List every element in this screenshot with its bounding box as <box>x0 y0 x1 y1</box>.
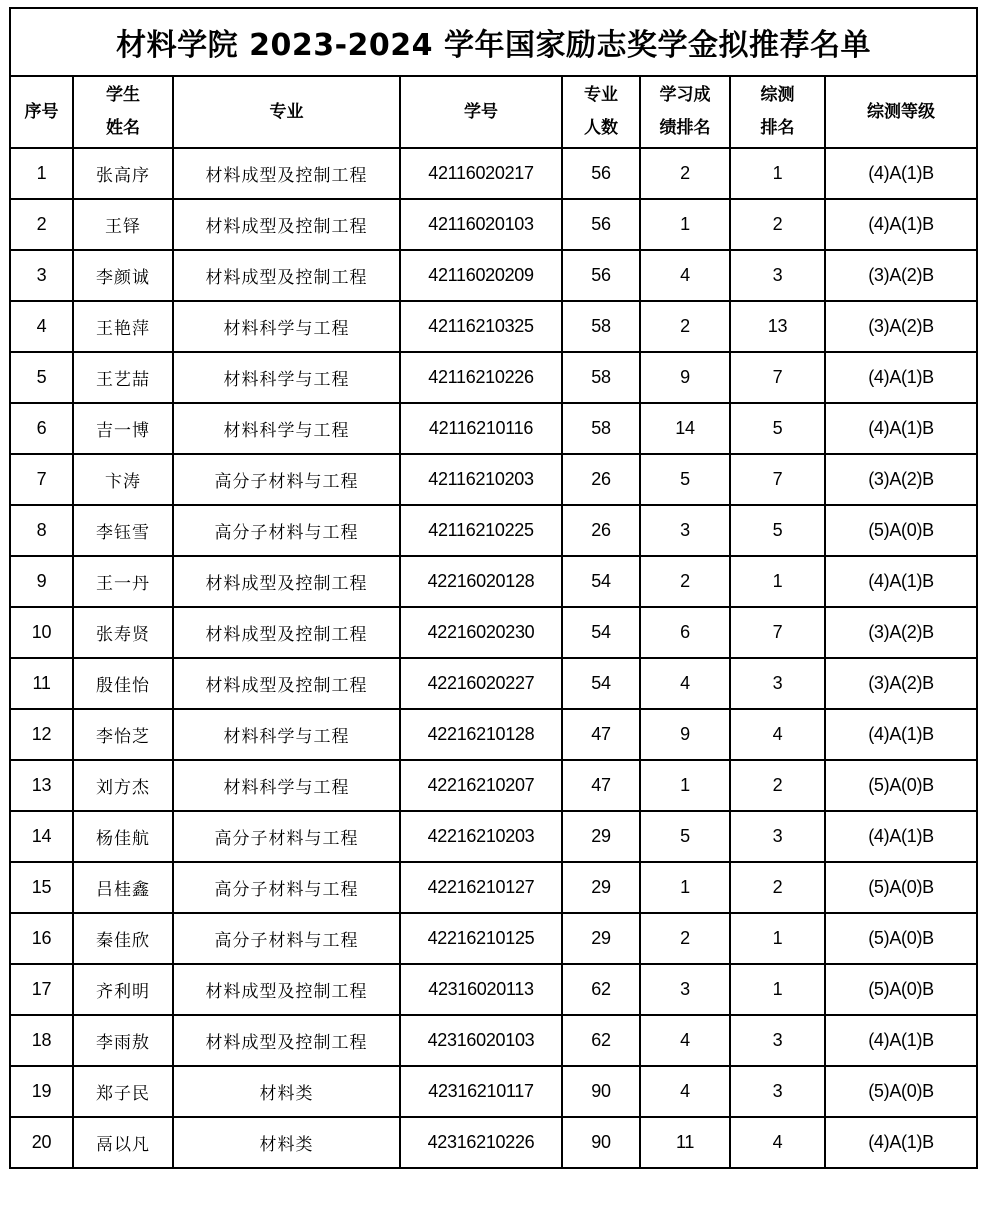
cell-study-rank: 4 <box>640 1066 730 1117</box>
cell-count: 29 <box>562 811 640 862</box>
cell-study-rank: 9 <box>640 352 730 403</box>
cell-student-id: 42216210125 <box>400 913 562 964</box>
cell-count: 54 <box>562 556 640 607</box>
cell-name: 卞涛 <box>73 454 173 505</box>
cell-comp-rank: 1 <box>730 148 825 199</box>
cell-study-rank: 1 <box>640 862 730 913</box>
table-row <box>10 1117 977 1168</box>
recommendation-table <box>9 7 978 1169</box>
cell-comp-rank: 2 <box>730 199 825 250</box>
cell-count: 26 <box>562 454 640 505</box>
col-name-header <box>73 76 173 148</box>
cell-student-id: 42316020113 <box>400 964 562 1015</box>
cell-student-id: 42216020230 <box>400 607 562 658</box>
cell-index: 6 <box>10 403 73 454</box>
cell-name: 鬲以凡 <box>73 1117 173 1168</box>
cell-name: 吕桂鑫 <box>73 862 173 913</box>
cell-name: 王艺喆 <box>73 352 173 403</box>
cell-count: 56 <box>562 148 640 199</box>
table-row <box>10 250 977 301</box>
cell-study-rank: 1 <box>640 760 730 811</box>
cell-grade: (5)A(0)B <box>825 964 977 1015</box>
cell-grade: (4)A(1)B <box>825 148 977 199</box>
cell-major: 材料成型及控制工程 <box>173 250 400 301</box>
cell-count: 58 <box>562 352 640 403</box>
cell-count: 26 <box>562 505 640 556</box>
cell-name: 张高序 <box>73 148 173 199</box>
col-comp-rank-header-line1: 综测 <box>760 85 795 105</box>
table-row <box>10 556 977 607</box>
cell-index: 4 <box>10 301 73 352</box>
cell-name: 秦佳欣 <box>73 913 173 964</box>
cell-student-id: 42216210203 <box>400 811 562 862</box>
cell-student-id: 42216210127 <box>400 862 562 913</box>
cell-name: 李雨敖 <box>73 1015 173 1066</box>
cell-index: 17 <box>10 964 73 1015</box>
cell-count: 54 <box>562 658 640 709</box>
table-row <box>10 709 977 760</box>
col-comp-rank-header <box>730 76 825 148</box>
cell-major: 材料成型及控制工程 <box>173 607 400 658</box>
table-row <box>10 352 977 403</box>
cell-major: 高分子材料与工程 <box>173 811 400 862</box>
cell-student-id: 42116210203 <box>400 454 562 505</box>
cell-count: 47 <box>562 760 640 811</box>
cell-student-id: 42116020217 <box>400 148 562 199</box>
cell-index: 10 <box>10 607 73 658</box>
cell-count: 90 <box>562 1117 640 1168</box>
cell-study-rank: 2 <box>640 301 730 352</box>
col-student-id-header: 学号 <box>400 76 562 148</box>
cell-index: 3 <box>10 250 73 301</box>
col-major-header: 专业 <box>173 76 400 148</box>
cell-count: 62 <box>562 1015 640 1066</box>
cell-student-id: 42116210325 <box>400 301 562 352</box>
table-row <box>10 1015 977 1066</box>
table-row <box>10 913 977 964</box>
cell-study-rank: 5 <box>640 454 730 505</box>
cell-grade: (4)A(1)B <box>825 556 977 607</box>
cell-index: 5 <box>10 352 73 403</box>
cell-major: 材料类 <box>173 1066 400 1117</box>
cell-comp-rank: 1 <box>730 556 825 607</box>
cell-index: 11 <box>10 658 73 709</box>
cell-index: 19 <box>10 1066 73 1117</box>
scholarship-sheet <box>9 7 976 1169</box>
cell-study-rank: 3 <box>640 964 730 1015</box>
cell-count: 58 <box>562 301 640 352</box>
cell-student-id: 42116210225 <box>400 505 562 556</box>
col-comp-rank-header-line2: 排名 <box>760 118 795 138</box>
cell-grade: (3)A(2)B <box>825 607 977 658</box>
cell-index: 7 <box>10 454 73 505</box>
cell-grade: (4)A(1)B <box>825 1117 977 1168</box>
cell-index: 13 <box>10 760 73 811</box>
cell-name: 李钰雪 <box>73 505 173 556</box>
cell-index: 18 <box>10 1015 73 1066</box>
cell-study-rank: 2 <box>640 148 730 199</box>
table-row <box>10 964 977 1015</box>
cell-major: 材料科学与工程 <box>173 403 400 454</box>
cell-grade: (3)A(2)B <box>825 658 977 709</box>
table-row <box>10 454 977 505</box>
page-title: 材料学院 2023-2024 学年国家励志奖学金拟推荐名单 <box>10 8 977 76</box>
cell-count: 56 <box>562 199 640 250</box>
table-row <box>10 148 977 199</box>
cell-comp-rank: 5 <box>730 505 825 556</box>
cell-grade: (4)A(1)B <box>825 811 977 862</box>
cell-grade: (4)A(1)B <box>825 403 977 454</box>
cell-count: 47 <box>562 709 640 760</box>
cell-grade: (5)A(0)B <box>825 1066 977 1117</box>
cell-comp-rank: 3 <box>730 811 825 862</box>
col-study-rank-header-line2: 绩排名 <box>659 118 711 138</box>
cell-major: 高分子材料与工程 <box>173 454 400 505</box>
cell-name: 张寿贤 <box>73 607 173 658</box>
col-study-rank-header-line1: 学习成 <box>659 85 711 105</box>
cell-comp-rank: 13 <box>730 301 825 352</box>
cell-student-id: 42116020209 <box>400 250 562 301</box>
cell-major: 材料成型及控制工程 <box>173 964 400 1015</box>
cell-study-rank: 9 <box>640 709 730 760</box>
cell-grade: (3)A(2)B <box>825 454 977 505</box>
cell-study-rank: 6 <box>640 607 730 658</box>
cell-index: 20 <box>10 1117 73 1168</box>
cell-grade: (5)A(0)B <box>825 505 977 556</box>
cell-index: 14 <box>10 811 73 862</box>
table-row <box>10 301 977 352</box>
cell-index: 8 <box>10 505 73 556</box>
cell-major: 高分子材料与工程 <box>173 913 400 964</box>
cell-count: 29 <box>562 862 640 913</box>
cell-name: 李怡芝 <box>73 709 173 760</box>
cell-student-id: 42216210128 <box>400 709 562 760</box>
cell-index: 15 <box>10 862 73 913</box>
col-count-header-line2: 人数 <box>584 118 618 138</box>
cell-major: 材料成型及控制工程 <box>173 658 400 709</box>
col-name-header-line1: 学生 <box>106 85 140 105</box>
cell-count: 90 <box>562 1066 640 1117</box>
cell-grade: (3)A(2)B <box>825 301 977 352</box>
cell-name: 王铎 <box>73 199 173 250</box>
cell-major: 材料科学与工程 <box>173 709 400 760</box>
cell-grade: (5)A(0)B <box>825 760 977 811</box>
cell-count: 29 <box>562 913 640 964</box>
cell-student-id: 42216020128 <box>400 556 562 607</box>
cell-study-rank: 5 <box>640 811 730 862</box>
cell-study-rank: 1 <box>640 199 730 250</box>
table-row <box>10 403 977 454</box>
cell-student-id: 42116210116 <box>400 403 562 454</box>
cell-comp-rank: 2 <box>730 862 825 913</box>
cell-comp-rank: 7 <box>730 352 825 403</box>
cell-student-id: 42316020103 <box>400 1015 562 1066</box>
cell-major: 材料成型及控制工程 <box>173 1015 400 1066</box>
cell-study-rank: 14 <box>640 403 730 454</box>
cell-comp-rank: 4 <box>730 1117 825 1168</box>
cell-student-id: 42216020227 <box>400 658 562 709</box>
cell-major: 材料类 <box>173 1117 400 1168</box>
cell-comp-rank: 3 <box>730 250 825 301</box>
table-row <box>10 199 977 250</box>
cell-major: 高分子材料与工程 <box>173 862 400 913</box>
col-study-rank-header <box>640 76 730 148</box>
col-grade-header: 综测等级 <box>825 76 977 148</box>
cell-grade: (4)A(1)B <box>825 199 977 250</box>
table-row <box>10 505 977 556</box>
table-row <box>10 1066 977 1117</box>
cell-study-rank: 4 <box>640 658 730 709</box>
cell-student-id: 42116020103 <box>400 199 562 250</box>
cell-major: 材料科学与工程 <box>173 352 400 403</box>
cell-name: 杨佳航 <box>73 811 173 862</box>
table-row <box>10 862 977 913</box>
cell-major: 材料科学与工程 <box>173 301 400 352</box>
cell-study-rank: 2 <box>640 556 730 607</box>
table-body <box>10 148 977 1168</box>
cell-index: 2 <box>10 199 73 250</box>
cell-study-rank: 2 <box>640 913 730 964</box>
cell-name: 王艳萍 <box>73 301 173 352</box>
header-row <box>10 76 977 148</box>
cell-name: 李颜诚 <box>73 250 173 301</box>
cell-grade: (3)A(2)B <box>825 250 977 301</box>
cell-comp-rank: 1 <box>730 913 825 964</box>
cell-comp-rank: 2 <box>730 760 825 811</box>
cell-comp-rank: 5 <box>730 403 825 454</box>
cell-count: 58 <box>562 403 640 454</box>
cell-major: 材料成型及控制工程 <box>173 148 400 199</box>
cell-grade: (4)A(1)B <box>825 1015 977 1066</box>
cell-comp-rank: 3 <box>730 1066 825 1117</box>
cell-index: 16 <box>10 913 73 964</box>
cell-comp-rank: 3 <box>730 658 825 709</box>
cell-major: 材料成型及控制工程 <box>173 199 400 250</box>
cell-comp-rank: 3 <box>730 1015 825 1066</box>
table-row <box>10 760 977 811</box>
cell-index: 9 <box>10 556 73 607</box>
table-row <box>10 811 977 862</box>
cell-major: 材料成型及控制工程 <box>173 556 400 607</box>
cell-study-rank: 11 <box>640 1117 730 1168</box>
cell-study-rank: 3 <box>640 505 730 556</box>
cell-count: 56 <box>562 250 640 301</box>
col-index-header: 序号 <box>10 76 73 148</box>
cell-comp-rank: 1 <box>730 964 825 1015</box>
cell-name: 吉一博 <box>73 403 173 454</box>
cell-grade: (4)A(1)B <box>825 352 977 403</box>
cell-name: 齐利明 <box>73 964 173 1015</box>
cell-major: 高分子材料与工程 <box>173 505 400 556</box>
cell-grade: (5)A(0)B <box>825 913 977 964</box>
cell-study-rank: 4 <box>640 1015 730 1066</box>
col-count-header <box>562 76 640 148</box>
cell-major: 材料科学与工程 <box>173 760 400 811</box>
col-name-header-line2: 姓名 <box>106 118 140 138</box>
table-row <box>10 658 977 709</box>
cell-student-id: 42116210226 <box>400 352 562 403</box>
table-row <box>10 607 977 658</box>
cell-comp-rank: 7 <box>730 454 825 505</box>
col-count-header-line1: 专业 <box>584 85 618 105</box>
cell-student-id: 42316210226 <box>400 1117 562 1168</box>
cell-comp-rank: 7 <box>730 607 825 658</box>
cell-grade: (4)A(1)B <box>825 709 977 760</box>
cell-index: 12 <box>10 709 73 760</box>
cell-student-id: 42316210117 <box>400 1066 562 1117</box>
cell-name: 郑子民 <box>73 1066 173 1117</box>
cell-index: 1 <box>10 148 73 199</box>
cell-grade: (5)A(0)B <box>825 862 977 913</box>
cell-study-rank: 4 <box>640 250 730 301</box>
cell-count: 54 <box>562 607 640 658</box>
cell-count: 62 <box>562 964 640 1015</box>
cell-name: 殷佳怡 <box>73 658 173 709</box>
cell-student-id: 42216210207 <box>400 760 562 811</box>
cell-comp-rank: 4 <box>730 709 825 760</box>
cell-name: 刘方杰 <box>73 760 173 811</box>
cell-name: 王一丹 <box>73 556 173 607</box>
